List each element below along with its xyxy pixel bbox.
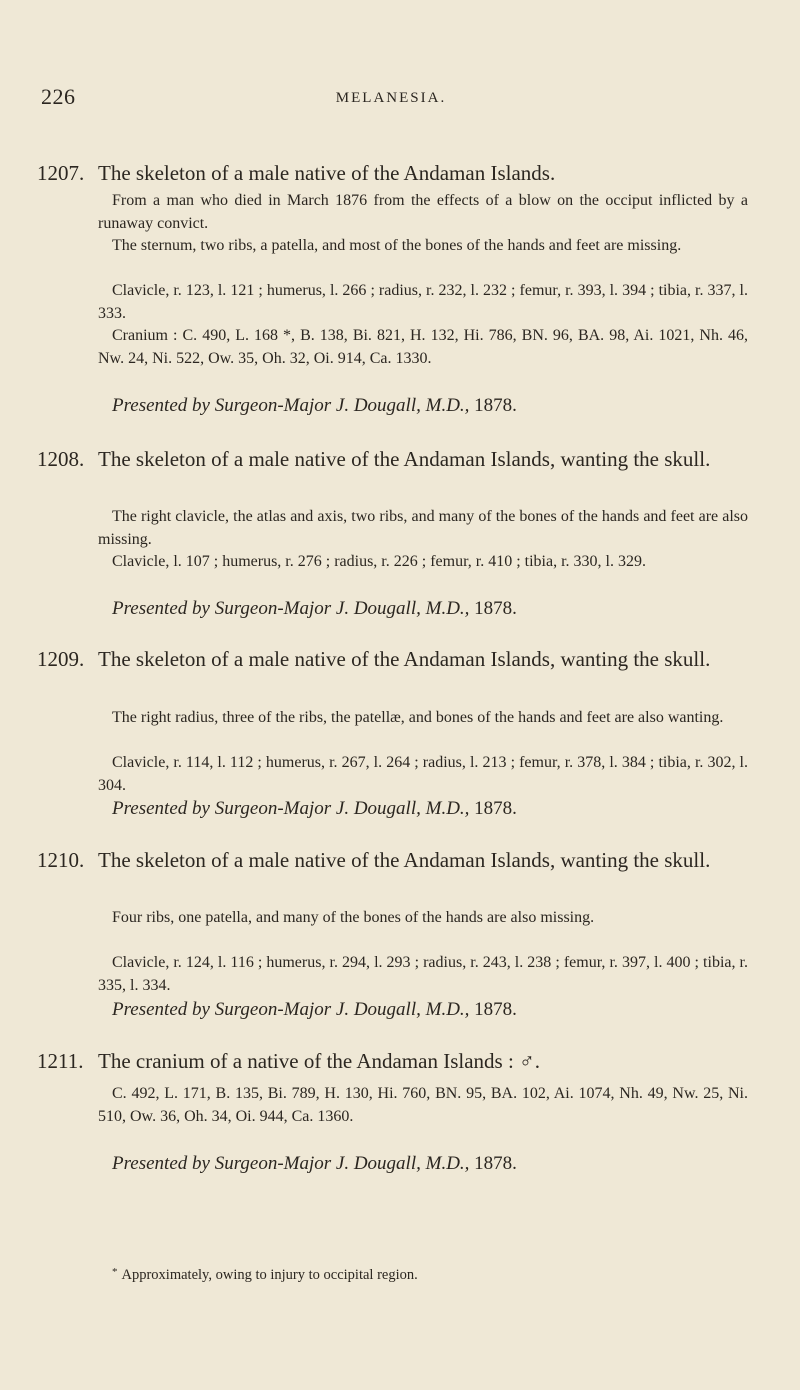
entry-number: 1207. (37, 161, 85, 185)
footnote-text: Approximately, owing to injury to occipital region. (121, 1267, 418, 1283)
entry-number: 1210. (37, 848, 85, 872)
entry-heading (37, 444, 757, 474)
measurements-paragraph: Clavicle, r. 124, l. 116 ; humerus, r. 294, l. 293 ; radius, r. 243, l. 238 ; femur, r. 397, l. 400 ; tibia, r. 335, l. 334. (98, 954, 748, 994)
entry-number: 1209. (37, 647, 85, 671)
entry-paragraph: The right clavicle, the atlas and axis, two ribs, and many of the bones of the hands and feet are also missing. (98, 508, 748, 548)
entry-title: The skeleton of a male native of the Andaman Islands. (98, 161, 556, 185)
entry-title: The cranium of a native of the Andaman Islands : ♂. (98, 1049, 541, 1073)
entry-title: The skeleton of a male native of the Andaman Islands, wanting the skull. (98, 848, 711, 872)
entry-number: 1208. (37, 447, 85, 471)
entry-heading (37, 644, 757, 674)
measurements-paragraph: Clavicle, l. 107 ; humerus, r. 276 ; radius, r. 226 ; femur, r. 410 ; tibia, r. 330, l. 329. (112, 553, 646, 570)
cranium-measurements: Cranium : C. 490, L. 168 *, B. 138, Bi. 821, H. 132, Hi. 786, BN. 96, BA. 98, Ai. 1021, Nh. 46, Nw. 24, Ni. 522, Ow. 35, Oh. 32, Oi. 914, Ca. 1330. (98, 327, 748, 367)
entry-heading (37, 845, 757, 875)
entry-title: The skeleton of a male native of the Andaman Islands, wanting the skull. (98, 647, 711, 671)
entry-paragraph: From a man who died in March 1876 from the effects of a blow on the occiput inflicted by a runaway convict. (98, 192, 748, 232)
donor-credit: Presented by Surgeon-Major J. Dougall, M.D., 1878. (112, 1153, 517, 1174)
page-header (41, 84, 741, 114)
entry-title: The skeleton of a male native of the Andaman Islands, wanting the skull. (98, 447, 711, 471)
donor-credit: Presented by Surgeon-Major J. Dougall, M.D., 1878. (112, 598, 517, 619)
entry-paragraph: Four ribs, one patella, and many of the bones of the hands are also missing. (112, 909, 595, 926)
measurements-paragraph: Clavicle, r. 123, l. 121 ; humerus, l. 266 ; radius, r. 232, l. 232 ; femur, r. 393, l. 394 ; tibia, r. 337, l. 333. (98, 282, 748, 322)
donor-credit: Presented by Surgeon-Major J. Dougall, M.D., 1878. (112, 999, 517, 1020)
entry-heading (37, 158, 757, 188)
entry-paragraph: The sternum, two ribs, a patella, and most of the bones of the hands and feet are missing. (112, 237, 682, 254)
page-number: 226 (41, 84, 76, 109)
entry-heading (37, 1046, 757, 1076)
footnote-marker: * (112, 1266, 118, 1278)
footnote (112, 1262, 752, 1285)
donor-credit: Presented by Surgeon-Major J. Dougall, M.D., 1878. (112, 395, 517, 416)
cranium-measurements: C. 492, L. 171, B. 135, Bi. 789, H. 130, Hi. 760, BN. 95, BA. 102, Ai. 1074, Nh. 49, Nw. 25, Ni. 510, Ow. 36, Oh. 34, Oi. 944, Ca. 1360. (98, 1085, 748, 1125)
entry-number: 1211. (37, 1049, 84, 1073)
measurements-paragraph: Clavicle, r. 114, l. 112 ; humerus, r. 267, l. 264 ; radius, l. 213 ; femur, r. 378, l. 384 ; tibia, r. 302, l. 304. (98, 754, 748, 794)
entry-paragraph: The right radius, three of the ribs, the patellæ, and bones of the hands and feet are also wanting. (112, 709, 724, 726)
running-title: MELANESIA. (335, 90, 447, 106)
donor-credit: Presented by Surgeon-Major J. Dougall, M.D., 1878. (112, 798, 517, 819)
